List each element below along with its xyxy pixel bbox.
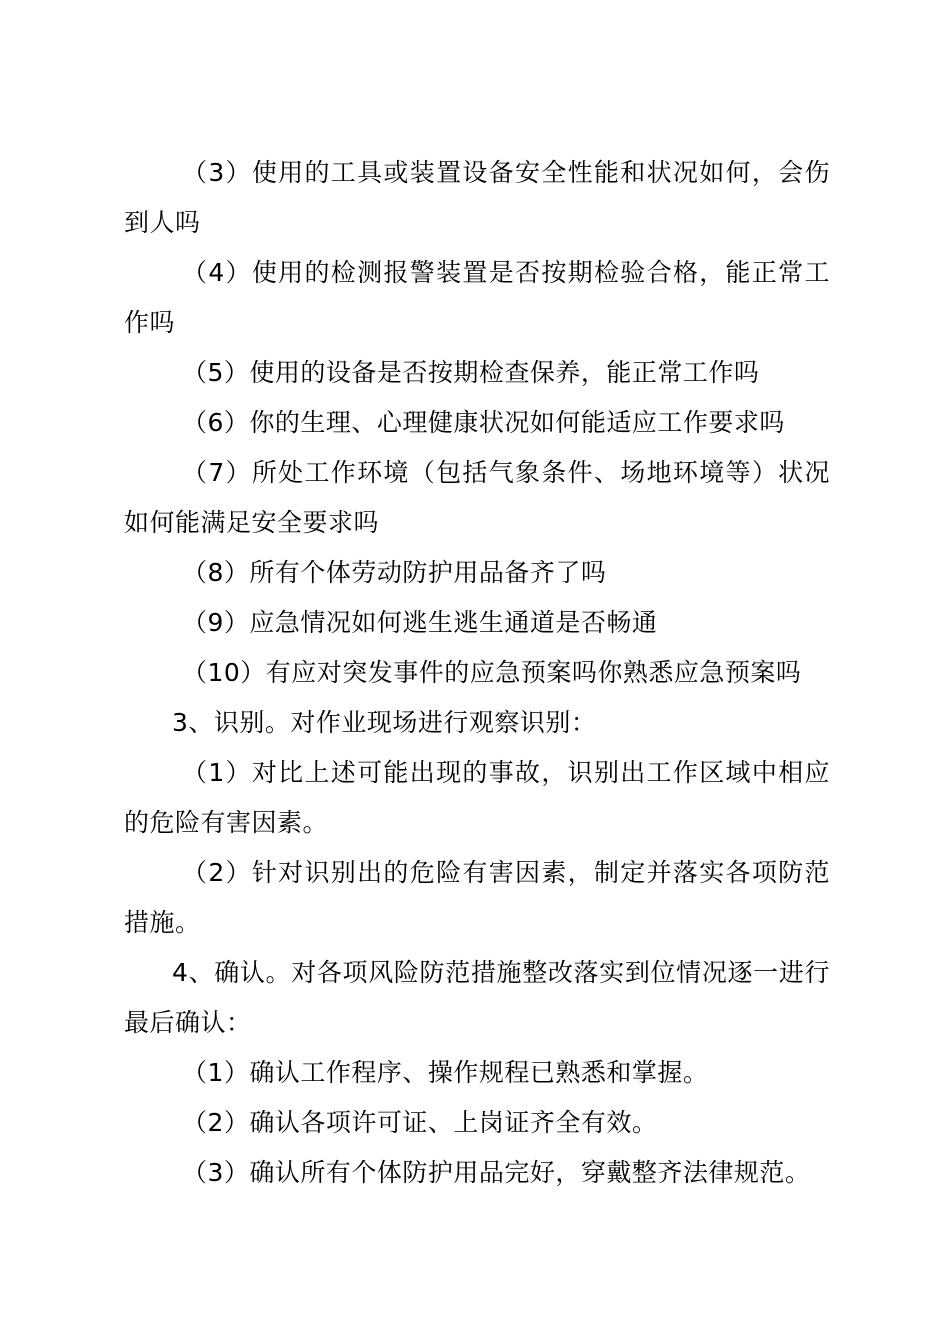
paragraph-item-7-environment: （7）所处工作环境（包括气象条件、场地环境等）状况如何能满足安全要求吗 <box>124 458 830 537</box>
paragraph-confirm-2: （2）确认各项许可证、上岗证齐全有效。 <box>182 1108 658 1137</box>
paragraph-item-3-tools: （3）使用的工具或装置设备安全性能和状况如何，会伤到人吗 <box>124 158 830 237</box>
paragraph-item-9-escape: （9）应急情况如何逃生逃生通道是否畅通 <box>182 608 658 637</box>
paragraph-item-5-equipment: （5）使用的设备是否按期检查保养，能正常工作吗 <box>182 358 760 387</box>
section-heading-identify: 3、识别。对作业现场进行观察识别： <box>172 708 597 737</box>
paragraph-confirm-3: （3）确认所有个体防护用品完好，穿戴整齐法律规范。 <box>182 1158 811 1187</box>
paragraph-confirm-1: （1）确认工作程序、操作规程已熟悉和掌握。 <box>182 1058 709 1087</box>
document-body <box>124 148 830 1198</box>
paragraph-item-6-health: （6）你的生理、心理健康状况如何能适应工作要求吗 <box>182 408 785 437</box>
section-heading-confirm: 4、确认。对各项风险防范措施整改落实到位情况逐一进行最后确认： <box>124 958 830 1037</box>
paragraph-item-8-ppe: （8）所有个体劳动防护用品备齐了吗 <box>182 558 607 587</box>
paragraph-item-4-detectors: （4）使用的检测报警装置是否按期检验合格，能正常工作吗 <box>124 258 830 337</box>
paragraph-identify-2: （2）针对识别出的危险有害因素，制定并落实各项防范措施。 <box>124 858 830 937</box>
paragraph-item-10-emergency: （10）有应对突发事件的应急预案吗你熟悉应急预案吗 <box>182 658 802 687</box>
paragraph-identify-1: （1）对比上述可能出现的事故，识别出工作区域中相应的危险有害因素。 <box>124 758 830 837</box>
